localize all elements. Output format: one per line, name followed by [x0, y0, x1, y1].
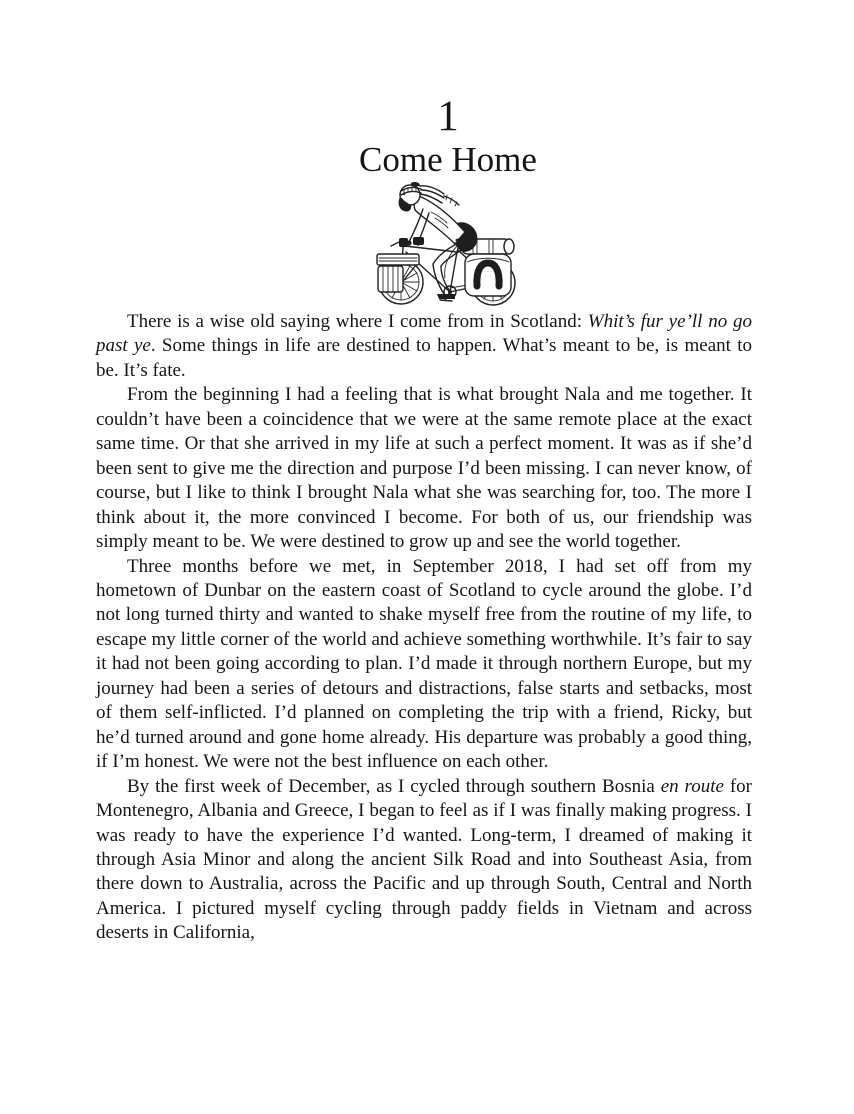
chapter-title: Come Home	[359, 140, 537, 179]
chapter-number: 1	[437, 93, 459, 140]
italic-phrase: Whit’s fur ye’ll no go past ye	[96, 311, 752, 357]
paragraph: There is a wise old saying where I come from in Scotland: Whit’s fur ye’ll no go past ye. Some things in life are destined to happen. What’s meant to be, is meant to be. It’s fate.	[96, 311, 752, 381]
paragraph: From the beginning I had a feeling that is what brought Nala and me together. It couldn’t have been a coincidence that we were at the same remote place at the exact same time. Or that she arrived in my life at such a perfect moment. It was as if she’d been sent to give me the direction and purpose I’d been missing. I can never know, of course, but I like to think I brought Nala what she was searching for, too. The more I think about it, the more convinced I become. For both of us, our friendship was simply meant to be. We were destined to grow up and see the world together.	[96, 384, 752, 553]
chapter-heading	[0, 0, 854, 306]
bicycle-rider-drawing	[373, 182, 523, 306]
chapter-body	[96, 310, 752, 946]
cyclist-illustration	[42, 182, 854, 306]
italic-phrase: en route	[660, 775, 724, 797]
paragraph: By the first week of December, as I cycled through southern Bosnia en route for Montenegro, Albania and Greece, I began to feel as if I was finally making progress. I was ready to have the experience I’d wanted. Long-term, I dreamed of making it through Asia Minor and along the ancient Silk Road and into Southeast Asia, from there down to Australia, across the Pacific and up through South, Central and North America. I pictured myself cycling through paddy fields in Vietnam and across deserts in California,	[96, 775, 752, 944]
paragraph: Three months before we met, in September 2018, I had set off from my hometown of Dunbar on the eastern coast of Scotland to cycle around the globe. I’d not long turned thirty and wanted to shake myself free from the routine of my life, to escape my little corner of the world and achieve something worthwhile. It’s fair to say it had not been going according to plan. I’d made it through northern Europe, but my journey had been a series of detours and distractions, false starts and setbacks, most of them self-inflicted. I’d planned on completing the trip with a friend, Ricky, but he’d turned around and gone home already. His departure was probably a good thing, if I’m honest. We were not the best influence on each other.	[96, 555, 752, 773]
